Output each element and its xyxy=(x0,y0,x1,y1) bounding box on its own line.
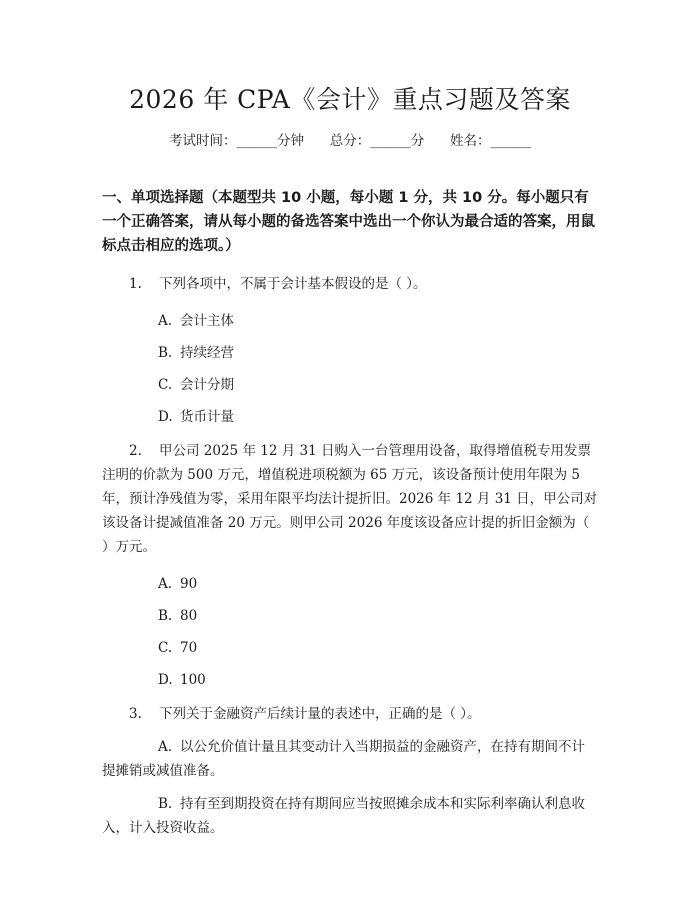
option-text: 会计分期 xyxy=(180,377,234,393)
question-number: 2. xyxy=(129,443,142,459)
option-text: 会计主体 xyxy=(180,313,234,329)
option-text: 100 xyxy=(180,672,206,688)
option-text: 持有至到期投资在持有期间应当按照摊余成本和实际利率确认利息收入，计入投资收益。 xyxy=(102,796,585,836)
option-letter: B. xyxy=(158,345,173,361)
question-number: 3. xyxy=(129,706,142,722)
option-letter: A. xyxy=(158,576,173,592)
option-1d[interactable] xyxy=(102,401,598,433)
question-2-stem xyxy=(102,439,598,559)
option-text: 90 xyxy=(180,576,198,592)
option-letter: D. xyxy=(158,672,173,688)
question-2-options xyxy=(102,568,598,696)
question-section xyxy=(102,186,598,849)
question-1-stem xyxy=(102,272,598,296)
question-number: 1. xyxy=(129,276,142,292)
option-1a[interactable] xyxy=(102,305,598,337)
question-1-options xyxy=(102,305,598,433)
option-3b[interactable] xyxy=(102,792,598,840)
section-heading: 一、单项选择题（本题型共 10 小题，每小题 1 分，共 10 分。每小题只有一个正确答案，请从每小题的备选答案中选出一个你认为最合适的答案，用鼠标点击相应的选项。） xyxy=(102,190,595,254)
option-2c[interactable] xyxy=(102,632,598,664)
question-3-stem xyxy=(102,702,598,726)
option-text: 以公允价值计量且其变动计入当期损益的金融资产，在持有期间不计提摊销或减值准备。 xyxy=(102,739,585,779)
question-text: 下列各项中，不属于会计基本假设的是（ ）。 xyxy=(159,276,427,292)
option-text: 80 xyxy=(180,608,198,624)
document-title: 2026 年 CPA《会计》重点习题及答案 xyxy=(129,85,571,114)
option-2b[interactable] xyxy=(102,600,598,632)
option-letter: D. xyxy=(158,409,173,425)
option-2d[interactable] xyxy=(102,664,598,696)
option-letter: A. xyxy=(158,739,173,755)
option-3a[interactable] xyxy=(102,735,598,783)
question-text: 甲公司 2025 年 12 月 31 日购入一台管理用设备，取得增值税专用发票注明的价款为 500 万元，增值税进项税额为 65 万元，该设备预计使用年限为 5 年，预计净残值为零，采用年限平均法计提折旧。2026 年 12 月 31 日，甲公司对该设备计提减值准备 20 万元。则甲公司 2026 年度该设备应计提的折旧金额为（ ）万元。 xyxy=(102,443,598,555)
option-letter: C. xyxy=(158,640,173,656)
question-text: 下列关于金融资产后续计量的表述中，正确的是（ ）。 xyxy=(159,706,481,722)
exam-info-line: 考试时间：______分钟 总分：______分 姓名：______ xyxy=(169,133,531,149)
option-text: 70 xyxy=(180,640,198,656)
option-text: 货币计量 xyxy=(180,409,234,425)
option-letter: C. xyxy=(158,377,173,393)
option-letter: A. xyxy=(158,313,173,329)
option-1c[interactable] xyxy=(102,369,598,401)
option-2a[interactable] xyxy=(102,568,598,600)
option-letter: B. xyxy=(158,796,173,812)
option-1b[interactable] xyxy=(102,337,598,369)
option-letter: B. xyxy=(158,608,173,624)
option-text: 持续经营 xyxy=(180,345,234,361)
